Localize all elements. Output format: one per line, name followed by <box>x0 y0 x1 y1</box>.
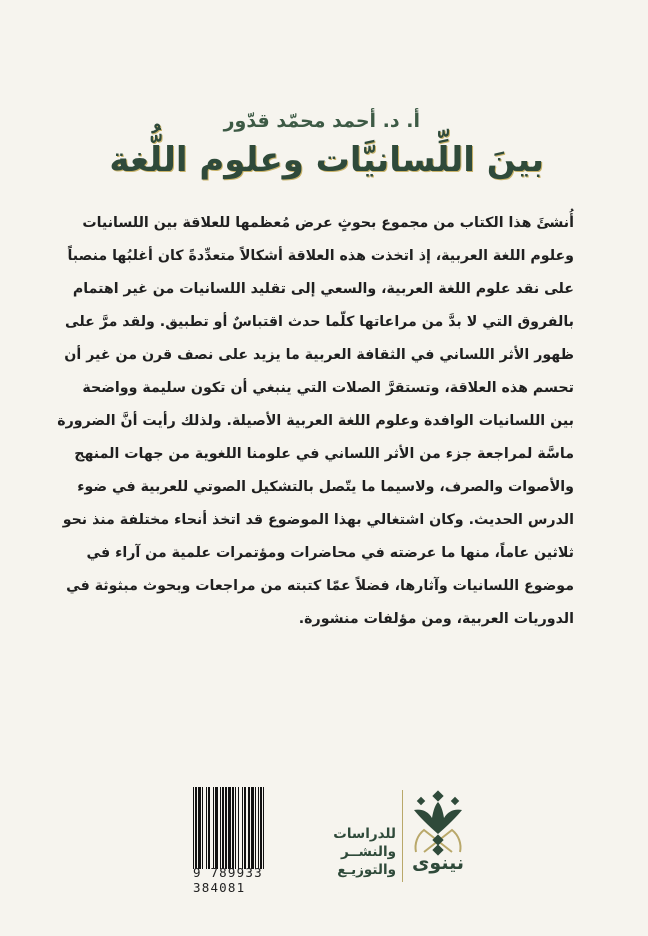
blurb-line: والأصوات والصرف، ولاسيما ما يتّصل بالتشكيل الصوتي للعربية في ضوء <box>77 479 574 495</box>
blurb-line: بالفروق التي لا بدَّ من مراعاتها كلّما حدث اقتباسٌ أو تطبيق. ولقد مرَّ على <box>64 314 574 330</box>
blurb-text <box>57 208 574 637</box>
blurb-line: تحسم هذه العلاقة، وتستقرَّ الصلات التي ينبغي أن تكون سليمة وواضحة <box>82 380 574 396</box>
book-title: بينَ اللِّسانيَّات وعلوم اللُّغة <box>109 140 544 180</box>
tagline-line: والتوزيـع <box>337 862 396 878</box>
barcode-bar <box>263 787 264 869</box>
blurb-line: وعلوم اللغة العربية، إذ اتخذت هذه العلاقة أشكالاً متعدِّدةً كان أغلبُها منصباً <box>67 248 574 264</box>
blurb-line: بين اللسانيات الوافدة وعلوم اللغة العربية الأصيلة. ولذلك رأيت أنَّ الضرورة <box>57 413 574 429</box>
isbn-number: 9 789933 384081 <box>193 865 321 895</box>
tagline-line: والنشــر <box>341 844 396 860</box>
publisher-name: نينوى <box>412 852 464 874</box>
publisher-divider <box>402 790 403 882</box>
blurb-line: موضوع اللسانيات وآثارها، فضلاً عمّا كتبته من مراجعات وبحوث مبثوثة في <box>66 578 574 594</box>
blurb-line: أُنشئَ هذا الكتاب من مجموع بحوثٍ عرض مُعظمها للعلاقة بين اللسانيات <box>82 215 574 231</box>
blurb-line: الدوريات العربية، ومن مؤلفات منشورة. <box>298 611 574 627</box>
barcode-bars <box>193 787 321 869</box>
isbn-barcode <box>193 787 321 895</box>
tagline-line: للدراسات <box>333 826 396 842</box>
blurb-line: ثلاثين عاماً، منها ما عرضته في محاضرات ومؤتمرات علمية من آراء في <box>86 545 574 561</box>
publisher-tagline <box>328 825 396 879</box>
author-name: أ. د. أحمد محمّد قدّور <box>223 110 420 132</box>
blurb-line: ماسَّة لمراجعة جزء من الأثر اللساني في علومنا اللغوية من جهات المنهج <box>74 446 574 462</box>
blurb-line: على نقد علوم اللغة العربية، والسعي إلى تقليد اللسانيات من غير اهتمام <box>72 281 574 297</box>
blurb-line: الدرس الحديث. وكان اشتغالي بهذا الموضوع قد اتخذ أنحاء مختلفة منذ نحو <box>62 512 574 528</box>
blurb-line: ظهور الأثر اللساني في الثقافة العربية ما يزيد على نصف قرن من غير أن <box>64 347 574 363</box>
